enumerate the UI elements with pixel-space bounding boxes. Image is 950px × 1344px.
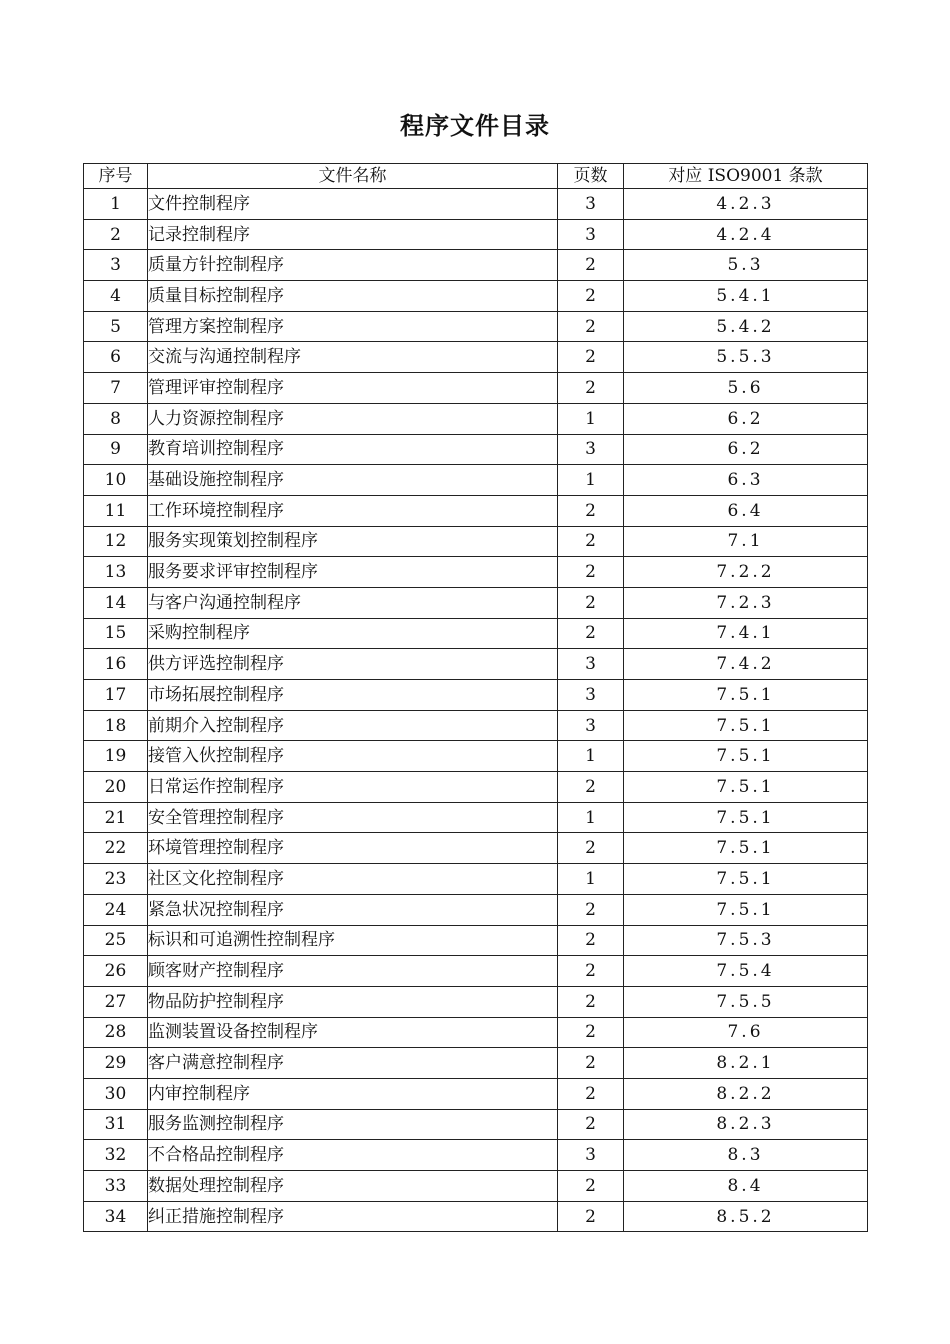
cell-document-name: 质量目标控制程序 — [148, 281, 558, 312]
cell-serial-number: 33 — [84, 1171, 148, 1202]
cell-document-name: 供方评选控制程序 — [148, 649, 558, 680]
cell-document-name: 服务监测控制程序 — [148, 1109, 558, 1140]
cell-document-name: 文件控制程序 — [148, 189, 558, 220]
cell-iso-clause: 6.3 — [624, 465, 868, 496]
cell-serial-number: 25 — [84, 925, 148, 956]
table-body — [84, 189, 868, 1232]
table-row — [84, 894, 868, 925]
cell-iso-clause: 7.5.1 — [624, 710, 868, 741]
cell-page-count: 2 — [558, 1048, 624, 1079]
table-row — [84, 925, 868, 956]
table-row — [84, 465, 868, 496]
table-row — [84, 1140, 868, 1171]
cell-page-count: 3 — [558, 1140, 624, 1171]
cell-iso-clause: 6.4 — [624, 495, 868, 526]
cell-iso-clause: 4.2.3 — [624, 189, 868, 220]
cell-iso-clause: 5.4.1 — [624, 281, 868, 312]
cell-page-count: 2 — [558, 250, 624, 281]
table-row — [84, 281, 868, 312]
cell-serial-number: 4 — [84, 281, 148, 312]
cell-page-count: 2 — [558, 311, 624, 342]
cell-iso-clause: 7.5.1 — [624, 741, 868, 772]
cell-page-count: 2 — [558, 618, 624, 649]
cell-document-name: 服务要求评审控制程序 — [148, 557, 558, 588]
cell-page-count: 2 — [558, 772, 624, 803]
cell-page-count: 3 — [558, 710, 624, 741]
cell-serial-number: 23 — [84, 864, 148, 895]
cell-serial-number: 5 — [84, 311, 148, 342]
cell-iso-clause: 7.2.3 — [624, 587, 868, 618]
cell-document-name: 记录控制程序 — [148, 219, 558, 250]
cell-document-name: 数据处理控制程序 — [148, 1171, 558, 1202]
cell-serial-number: 12 — [84, 526, 148, 557]
cell-document-name: 工作环境控制程序 — [148, 495, 558, 526]
cell-serial-number: 26 — [84, 956, 148, 987]
cell-page-count: 2 — [558, 587, 624, 618]
cell-iso-clause: 7.2.2 — [624, 557, 868, 588]
table-row — [84, 772, 868, 803]
cell-iso-clause: 7.5.1 — [624, 802, 868, 833]
cell-page-count: 1 — [558, 741, 624, 772]
table-row — [84, 649, 868, 680]
cell-serial-number: 32 — [84, 1140, 148, 1171]
cell-page-count: 2 — [558, 373, 624, 404]
cell-document-name: 人力资源控制程序 — [148, 403, 558, 434]
table-row — [84, 189, 868, 220]
table-row — [84, 710, 868, 741]
cell-serial-number: 17 — [84, 680, 148, 711]
table-row — [84, 250, 868, 281]
cell-serial-number: 9 — [84, 434, 148, 465]
cell-iso-clause: 5.5.3 — [624, 342, 868, 373]
header-serial-number: 序号 — [84, 164, 148, 189]
cell-serial-number: 22 — [84, 833, 148, 864]
cell-iso-clause: 6.2 — [624, 434, 868, 465]
cell-serial-number: 21 — [84, 802, 148, 833]
cell-page-count: 2 — [558, 495, 624, 526]
table-row — [84, 741, 868, 772]
cell-document-name: 教育培训控制程序 — [148, 434, 558, 465]
cell-document-name: 标识和可追溯性控制程序 — [148, 925, 558, 956]
cell-serial-number: 15 — [84, 618, 148, 649]
table-row — [84, 1048, 868, 1079]
cell-iso-clause: 7.5.5 — [624, 986, 868, 1017]
cell-iso-clause: 7.5.4 — [624, 956, 868, 987]
cell-page-count: 1 — [558, 802, 624, 833]
cell-document-name: 监测装置设备控制程序 — [148, 1017, 558, 1048]
table-row — [84, 1201, 868, 1232]
cell-serial-number: 18 — [84, 710, 148, 741]
cell-document-name: 不合格品控制程序 — [148, 1140, 558, 1171]
table-row — [84, 618, 868, 649]
cell-iso-clause: 8.5.2 — [624, 1201, 868, 1232]
cell-iso-clause: 4.2.4 — [624, 219, 868, 250]
table-row — [84, 526, 868, 557]
table-row — [84, 373, 868, 404]
table-row — [84, 1171, 868, 1202]
cell-serial-number: 28 — [84, 1017, 148, 1048]
cell-page-count: 3 — [558, 189, 624, 220]
cell-iso-clause: 6.2 — [624, 403, 868, 434]
table-row — [84, 342, 868, 373]
cell-iso-clause: 7.5.1 — [624, 864, 868, 895]
cell-serial-number: 31 — [84, 1109, 148, 1140]
cell-page-count: 2 — [558, 342, 624, 373]
cell-iso-clause: 7.5.1 — [624, 772, 868, 803]
cell-serial-number: 7 — [84, 373, 148, 404]
cell-iso-clause: 7.5.1 — [624, 894, 868, 925]
cell-document-name: 接管入伙控制程序 — [148, 741, 558, 772]
cell-page-count: 2 — [558, 526, 624, 557]
cell-document-name: 物品防护控制程序 — [148, 986, 558, 1017]
cell-serial-number: 6 — [84, 342, 148, 373]
cell-iso-clause: 5.3 — [624, 250, 868, 281]
cell-page-count: 2 — [558, 833, 624, 864]
cell-serial-number: 3 — [84, 250, 148, 281]
cell-serial-number: 11 — [84, 495, 148, 526]
cell-serial-number: 30 — [84, 1078, 148, 1109]
table-row — [84, 956, 868, 987]
cell-document-name: 顾客财产控制程序 — [148, 956, 558, 987]
cell-page-count: 2 — [558, 956, 624, 987]
cell-document-name: 服务实现策划控制程序 — [148, 526, 558, 557]
cell-document-name: 管理方案控制程序 — [148, 311, 558, 342]
header-page-count: 页数 — [558, 164, 624, 189]
cell-iso-clause: 7.4.1 — [624, 618, 868, 649]
cell-serial-number: 16 — [84, 649, 148, 680]
cell-document-name: 基础设施控制程序 — [148, 465, 558, 496]
cell-serial-number: 2 — [84, 219, 148, 250]
cell-page-count: 2 — [558, 557, 624, 588]
cell-page-count: 2 — [558, 986, 624, 1017]
table-row — [84, 557, 868, 588]
cell-document-name: 质量方针控制程序 — [148, 250, 558, 281]
cell-document-name: 安全管理控制程序 — [148, 802, 558, 833]
cell-page-count: 1 — [558, 403, 624, 434]
cell-document-name: 前期介入控制程序 — [148, 710, 558, 741]
header-iso-clause: 对应 ISO9001 条款 — [624, 164, 868, 189]
cell-iso-clause: 7.6 — [624, 1017, 868, 1048]
table-row — [84, 864, 868, 895]
procedure-document-table — [83, 163, 868, 1232]
cell-document-name: 与客户沟通控制程序 — [148, 587, 558, 618]
cell-iso-clause: 8.2.1 — [624, 1048, 868, 1079]
table-row — [84, 680, 868, 711]
cell-serial-number: 14 — [84, 587, 148, 618]
cell-document-name: 紧急状况控制程序 — [148, 894, 558, 925]
cell-document-name: 客户满意控制程序 — [148, 1048, 558, 1079]
cell-iso-clause: 5.6 — [624, 373, 868, 404]
cell-document-name: 日常运作控制程序 — [148, 772, 558, 803]
table-header-row — [84, 164, 868, 189]
cell-page-count: 1 — [558, 465, 624, 496]
cell-page-count: 2 — [558, 1109, 624, 1140]
cell-document-name: 管理评审控制程序 — [148, 373, 558, 404]
cell-page-count: 1 — [558, 864, 624, 895]
cell-serial-number: 8 — [84, 403, 148, 434]
cell-page-count: 3 — [558, 649, 624, 680]
cell-page-count: 3 — [558, 434, 624, 465]
cell-iso-clause: 8.3 — [624, 1140, 868, 1171]
table-row — [84, 833, 868, 864]
cell-iso-clause: 8.4 — [624, 1171, 868, 1202]
cell-page-count: 3 — [558, 680, 624, 711]
cell-document-name: 社区文化控制程序 — [148, 864, 558, 895]
table-row — [84, 1078, 868, 1109]
cell-iso-clause: 5.4.2 — [624, 311, 868, 342]
cell-serial-number: 1 — [84, 189, 148, 220]
cell-page-count: 2 — [558, 1078, 624, 1109]
cell-page-count: 2 — [558, 1201, 624, 1232]
cell-iso-clause: 7.4.2 — [624, 649, 868, 680]
table-row — [84, 219, 868, 250]
cell-iso-clause: 8.2.3 — [624, 1109, 868, 1140]
cell-serial-number: 19 — [84, 741, 148, 772]
table-row — [84, 495, 868, 526]
table-row — [84, 587, 868, 618]
page-title: 程序文件目录 — [400, 112, 550, 140]
cell-iso-clause: 7.5.1 — [624, 680, 868, 711]
table-row — [84, 1109, 868, 1140]
cell-serial-number: 13 — [84, 557, 148, 588]
cell-serial-number: 34 — [84, 1201, 148, 1232]
cell-document-name: 采购控制程序 — [148, 618, 558, 649]
cell-iso-clause: 7.1 — [624, 526, 868, 557]
cell-iso-clause: 7.5.1 — [624, 833, 868, 864]
cell-serial-number: 27 — [84, 986, 148, 1017]
cell-page-count: 2 — [558, 281, 624, 312]
cell-page-count: 2 — [558, 925, 624, 956]
cell-page-count: 2 — [558, 1171, 624, 1202]
table-row — [84, 434, 868, 465]
cell-document-name: 内审控制程序 — [148, 1078, 558, 1109]
table-row — [84, 802, 868, 833]
cell-page-count: 2 — [558, 1017, 624, 1048]
table-row — [84, 311, 868, 342]
cell-document-name: 纠正措施控制程序 — [148, 1201, 558, 1232]
table-row — [84, 986, 868, 1017]
cell-document-name: 环境管理控制程序 — [148, 833, 558, 864]
cell-page-count: 3 — [558, 219, 624, 250]
cell-page-count: 2 — [558, 894, 624, 925]
cell-serial-number: 10 — [84, 465, 148, 496]
table-row — [84, 1017, 868, 1048]
cell-iso-clause: 7.5.3 — [624, 925, 868, 956]
cell-serial-number: 29 — [84, 1048, 148, 1079]
cell-serial-number: 20 — [84, 772, 148, 803]
cell-document-name: 交流与沟通控制程序 — [148, 342, 558, 373]
cell-document-name: 市场拓展控制程序 — [148, 680, 558, 711]
header-document-name: 文件名称 — [148, 164, 558, 189]
table-row — [84, 403, 868, 434]
cell-iso-clause: 8.2.2 — [624, 1078, 868, 1109]
cell-serial-number: 24 — [84, 894, 148, 925]
